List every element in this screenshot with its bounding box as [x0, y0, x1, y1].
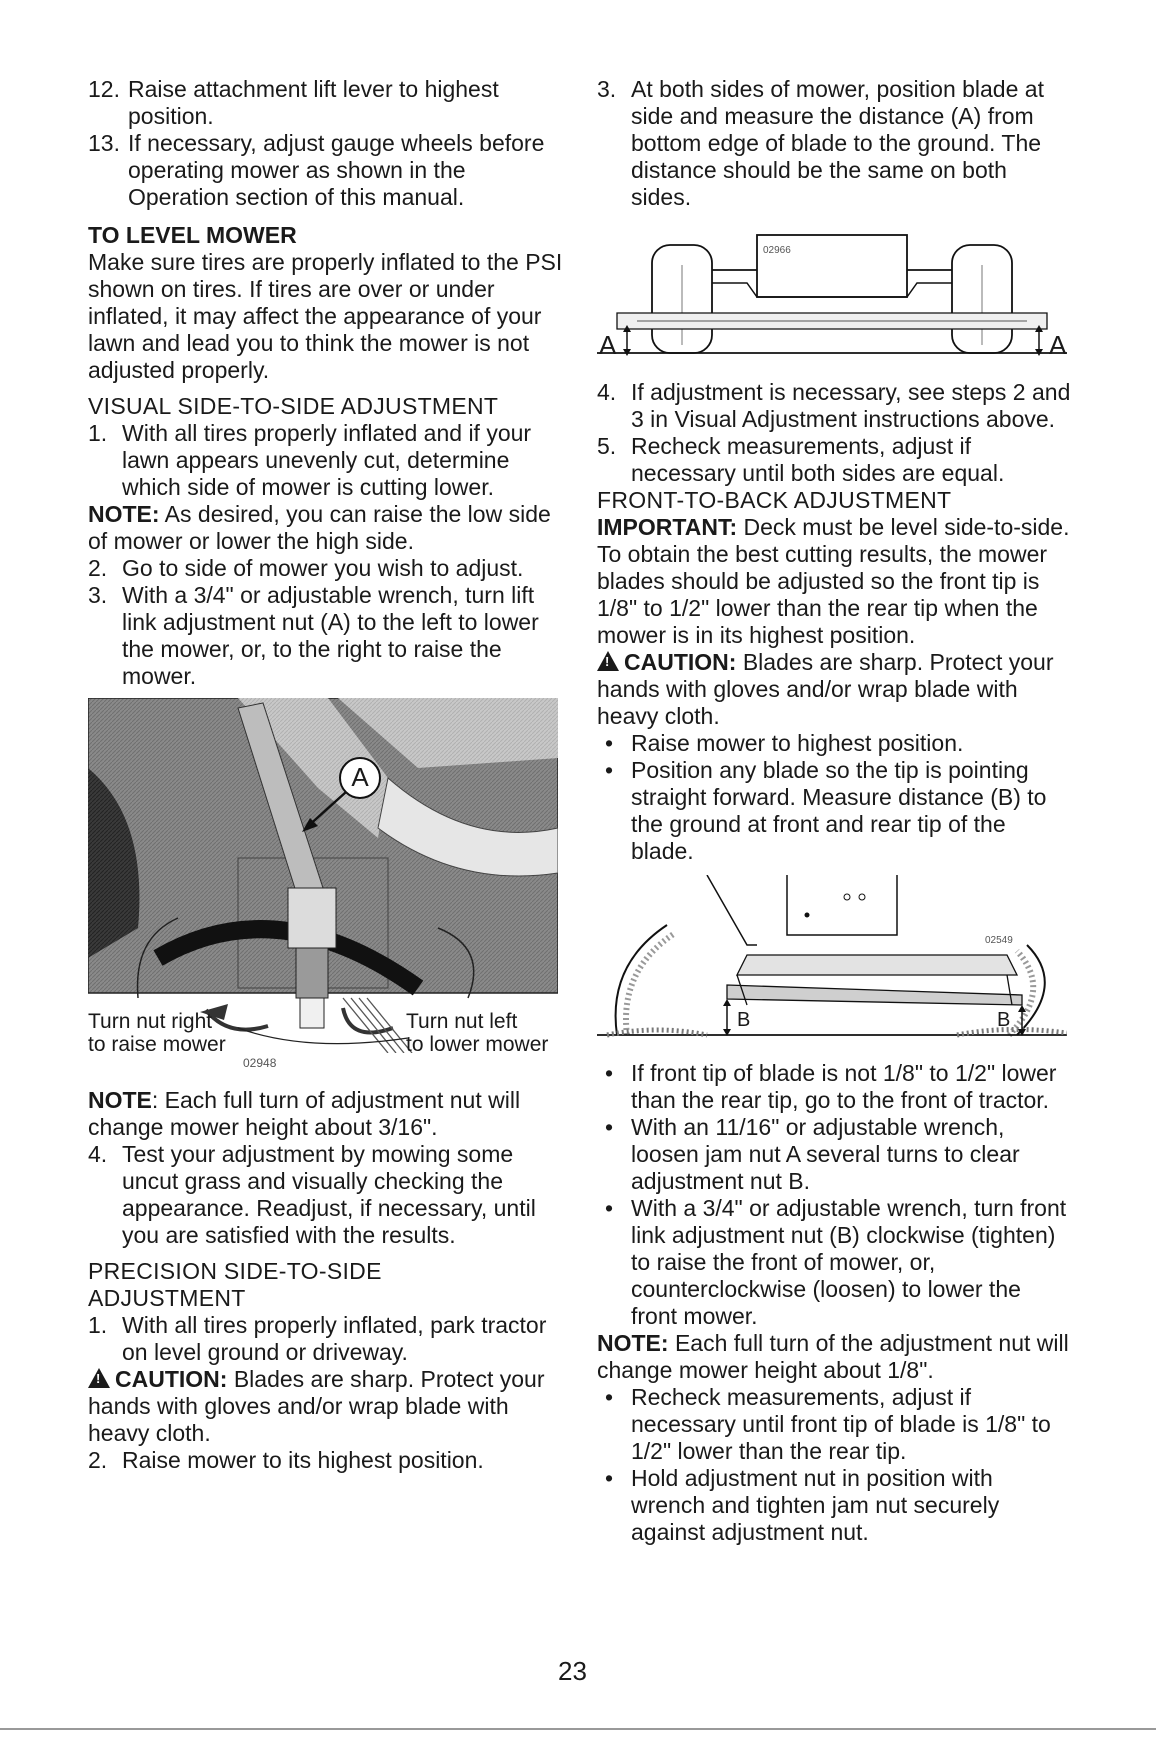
figure-code: 02966	[763, 245, 791, 256]
step-12	[88, 76, 568, 130]
warning-icon	[597, 651, 619, 671]
distance-b-right: B	[997, 1009, 1011, 1031]
bullet-list-b	[597, 1060, 1072, 1330]
visual-adjustment-heading: VISUAL SIDE-TO-SIDE ADJUSTMENT	[88, 393, 499, 419]
step-number: 3.	[597, 76, 617, 102]
distance-b-left: B	[737, 1009, 751, 1031]
precision-adjustment-heading: PRECISION SIDE-TO-SIDE ADJUSTMENT	[88, 1258, 382, 1311]
front-to-back-intro: To obtain the best cutting results, the mower blades should be adjusted so the front tip is 1/8" to 1/2" lower than the rear tip when the mower is in its highest position.	[597, 541, 1048, 648]
step-text: With all tires properly inflated, park tractor on level ground or driveway.	[122, 1312, 547, 1365]
step-text: Raise attachment lift lever to highest position.	[128, 76, 499, 129]
bullet-glyph: •	[605, 1465, 614, 1491]
bullet-list-a	[597, 730, 1072, 865]
bullet-item	[597, 1384, 1072, 1465]
bullet-item	[597, 757, 1072, 865]
page-number: 23	[558, 1656, 587, 1686]
precision-step-5	[597, 433, 1072, 487]
step-number: 5.	[597, 433, 617, 459]
bullet-item	[597, 1114, 1072, 1195]
bullet-glyph: •	[605, 1060, 614, 1086]
visual-step-2	[88, 555, 568, 582]
adjustment-nut-figure	[88, 698, 558, 1070]
step-text: Recheck measurements, adjust if necessary until both sides are equal.	[631, 433, 1005, 486]
step-text: Go to side of mower you wish to adjust.	[122, 555, 524, 581]
step-text: If necessary, adjust gauge wheels before operating mower as shown in the Operation section of this manual.	[128, 130, 545, 210]
note-label: NOTE	[88, 1087, 152, 1113]
caution-blades-right	[597, 649, 1072, 730]
front-to-back-heading: FRONT-TO-BACK ADJUSTMENT	[597, 487, 952, 513]
visual-step-4	[88, 1141, 568, 1249]
bullet-item	[597, 1195, 1072, 1330]
callout-a: A	[351, 762, 369, 792]
side-measure-illustration	[597, 225, 1067, 375]
visual-step-3	[88, 582, 568, 690]
note-label: NOTE:	[597, 1330, 669, 1356]
bullet-glyph: •	[605, 757, 614, 783]
step-number: 4.	[597, 379, 617, 405]
step-number: 2.	[88, 555, 108, 581]
note-front-link	[597, 1330, 1072, 1384]
step-text: At both sides of mower, position blade at side and measure the distance (A) from bottom edge of blade to the ground. The distance should be the same on both sides.	[631, 76, 1044, 210]
front-back-figure	[597, 875, 1067, 1050]
left-column	[88, 76, 568, 1474]
step-text: Test your adjustment by mowing some uncut grass and visually checking the appearance. Readjust, if necessary, until you are satisfied with the results.	[122, 1141, 536, 1248]
caution-label: CAUTION:	[115, 1366, 228, 1392]
important-text: Deck must be level side-to-side.	[737, 514, 1070, 540]
step-text: With a 3/4" or adjustable wrench, turn lift link adjustment nut (A) to the left to lower the mower, or, to the right to raise the mower.	[122, 582, 539, 689]
level-mower-intro: Make sure tires are properly inflated to the PSI shown on tires. If tires are over or under inflated, it may affect the appearance of your lawn and lead you to think the mower is not adjusted properly.	[88, 249, 563, 383]
distance-a-left: A	[599, 330, 617, 360]
right-column	[597, 76, 1072, 1546]
step-number: 4.	[88, 1141, 108, 1167]
figure-code: 02549	[985, 935, 1013, 946]
bullet-item	[597, 1465, 1072, 1546]
bullet-glyph: •	[605, 1114, 614, 1140]
adjustment-nut-illustration	[88, 698, 558, 1053]
step-text: With all tires properly inflated and if your lawn appears unevenly cut, determine which side of mower is cutting lower.	[122, 420, 532, 500]
caution-text: Blades are sharp. Protect your hands with gloves and/or wrap blade with heavy cloth.	[597, 649, 1054, 729]
important-label: IMPORTANT:	[597, 514, 738, 540]
precision-step-1	[88, 1312, 568, 1366]
bullet-item	[597, 1060, 1072, 1114]
bullet-glyph: •	[605, 1195, 614, 1221]
bullet-text: Position any blade so the tip is pointing straight forward. Measure distance (B) to the ground at front and rear tip of the blade.	[631, 757, 1047, 864]
bullet-text: Raise mower to highest position.	[631, 730, 964, 756]
bullet-text: Recheck measurements, adjust if necessary until front tip of blade is 1/8" to 1/2" lower than the rear tip.	[631, 1384, 1051, 1464]
step-text: Raise mower to its highest position.	[122, 1447, 484, 1473]
step-13	[88, 130, 568, 211]
warning-icon	[88, 1368, 110, 1388]
precision-step-2	[88, 1447, 568, 1474]
figure-code: 02948	[243, 1056, 277, 1070]
level-mower-heading: TO LEVEL MOWER	[88, 222, 297, 248]
bullet-text: If front tip of blade is not 1/8" to 1/2" lower than the rear tip, go to the front of tractor.	[631, 1060, 1057, 1113]
note-label: NOTE:	[88, 501, 160, 527]
visual-step-1	[88, 420, 568, 501]
step-number: 1.	[88, 420, 108, 446]
precision-step-3	[597, 76, 1072, 211]
step-number: 3.	[88, 582, 108, 608]
turn-left-label: Turn nut left to lower mower	[406, 1010, 549, 1056]
bullet-text: With a 3/4" or adjustable wrench, turn front link adjustment nut (B) clockwise (tighten) to raise the front of mower, or, counterclockwise (loosen) to lower the front mower.	[631, 1195, 1067, 1329]
bullet-glyph: •	[605, 730, 614, 756]
step-number: 2.	[88, 1447, 108, 1473]
note-text: : Each full turn of adjustment nut will change mower height about 3/16".	[88, 1087, 521, 1140]
caution-text: Blades are sharp. Protect your hands with gloves and/or wrap blade with heavy cloth.	[88, 1366, 545, 1446]
step-number: 13.	[88, 130, 120, 156]
note-text: Each full turn of the adjustment nut will change mower height about 1/8".	[597, 1330, 1069, 1383]
step-number: 1.	[88, 1312, 108, 1338]
step-text: If adjustment is necessary, see steps 2 and 3 in Visual Adjustment instructions above.	[631, 379, 1071, 432]
bullet-glyph: •	[605, 1384, 614, 1410]
note-full-turn	[88, 1087, 568, 1141]
page-bottom-rule	[0, 1728, 1156, 1730]
note-raise-low-side	[88, 501, 568, 555]
bullet-text: Hold adjustment nut in position with wrench and tighten jam nut securely against adjustment nut.	[631, 1465, 1000, 1545]
caution-label: CAUTION:	[624, 649, 737, 675]
turn-right-label: Turn nut right to raise mower	[88, 1010, 226, 1056]
note-text: As desired, you can raise the low side of mower or lower the high side.	[88, 501, 551, 554]
bullet-text: With an 11/16" or adjustable wrench, loosen jam nut A several turns to clear adjustment nut B.	[631, 1114, 1020, 1194]
bullet-list-c	[597, 1384, 1072, 1546]
bullet-item	[597, 730, 1072, 757]
distance-a-right: A	[1049, 330, 1067, 360]
step-number: 12.	[88, 76, 120, 102]
precision-step-4	[597, 379, 1072, 433]
important-note	[597, 514, 1072, 541]
caution-blades-left	[88, 1366, 568, 1447]
side-measure-figure	[597, 225, 1067, 375]
